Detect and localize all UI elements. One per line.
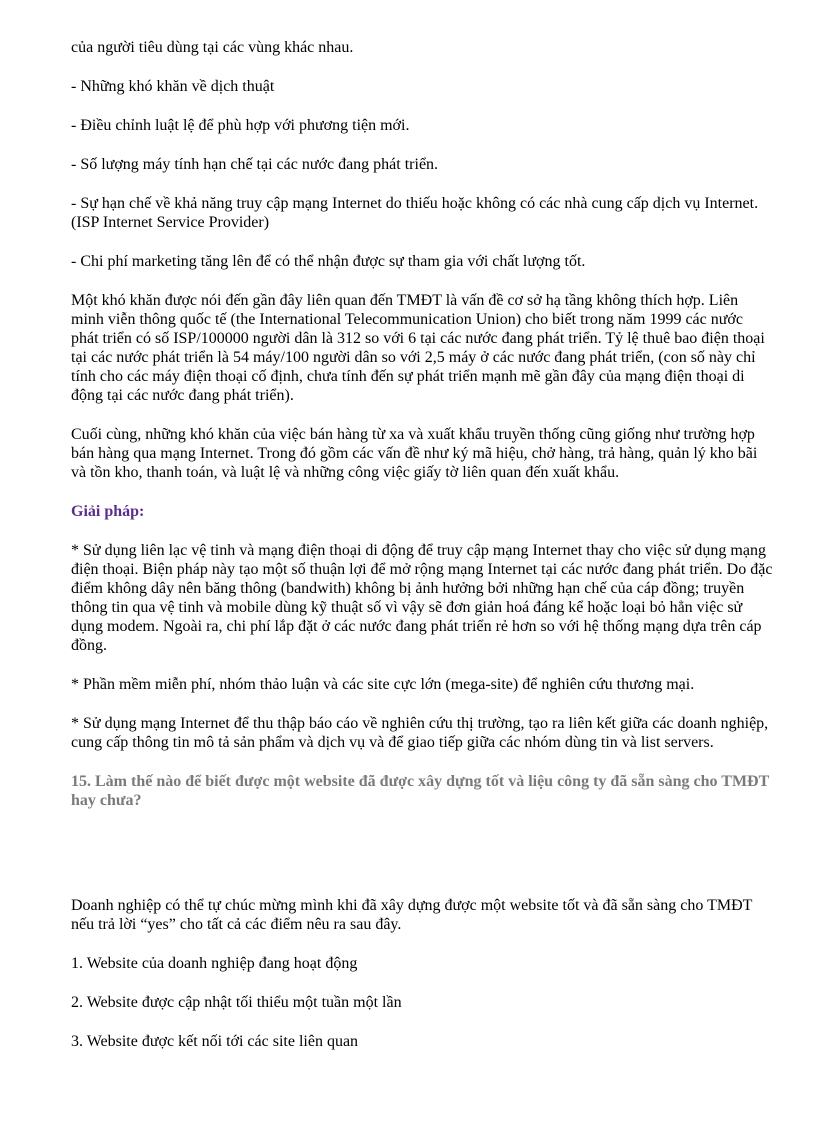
solution-market-research: * Sử dụng mạng Internet để thu thập báo cáo về nghiên cứu thị trường, tạo ra liên kết giữa các doanh nghiệp, cung cấp thông tin mô tả sản phẩm và dịch vụ và để giao tiếp giữa các nhóm dùng tin và list servers. [71,715,769,751]
checklist-item-2: 2. Website được cập nhật tối thiểu một tuần một lần [71,994,402,1011]
paragraph-infrastructure: Một khó khăn được nói đến gần đây liên quan đến TMĐT là vấn đề cơ sở hạ tầng không thích hợp. Liên minh viễn thông quốc tế (the International Telecommunication Union) cho biết trong năm 1999 các nước phát triển có số ISP/100000 người dân là 312 so với 6 tại các nước đang phát triển. Tỷ lệ thuê bao điện thoại tại các nước phát triển là 54 máy/100 người dân so với 2,5 máy ở các nước đang phát triển, (con số này chỉ tính cho các máy điện thoại cố định, chưa tính đến sự phát triển mạnh mẽ gần đây của mạng điện thoại di động tại các nước đang phát triển). [71,292,765,404]
difficulty-isp-access: - Sự hạn chế về khả năng truy cập mạng Internet do thiếu hoặc không có các nhà cung cấp dịch vụ Internet. (ISP Internet Service Provider) [71,195,759,231]
solution-free-software: * Phần mềm miễn phí, nhóm thảo luận và các site cực lớn (mega-site) để nghiên cứu thương mại. [71,676,695,693]
difficulty-computers: - Số lượng máy tính hạn chế tại các nước đang phát triển. [71,156,439,173]
difficulty-marketing-cost: - Chi phí marketing tăng lên để có thể nhận được sự tham gia với chất lượng tốt. [71,253,586,270]
difficulty-translation: - Những khó khăn về dịch thuật [71,78,275,95]
checklist-item-1: 1. Website của doanh nghiệp đang hoạt động [71,955,358,972]
difficulty-regulation: - Điều chỉnh luật lệ để phù hợp với phương tiện mới. [71,117,410,134]
question-15-heading: 15. Làm thế nào để biết được một website đã được xây dựng tốt và liệu công ty đã sẵn sàng cho TMĐT hay chưa? [71,773,769,809]
solution-satellite: * Sử dụng liên lạc vệ tinh và mạng điện thoại di động để truy cập mạng Internet thay cho việc sử dụng mạng điện thoại. Biện pháp này tạo một số thuận lợi để mở rộng mạng Internet tại các nước đang phát triển. Do đặc điểm không dây nên băng thông (bandwith) không bị ảnh hưởng bởi những hạn chế của cáp đồng; truyền thông tin qua vệ tinh và mobile dùng kỹ thuật số vì vậy sẽ đơn giản hoá đáng kể hoặc loại bỏ hẳn việc sử dụng modem. Ngoài ra, chi phí lắp đặt ở các nước đang phát triển rẻ hơn so với hệ thống mạng dựa trên cáp đồng. [71,542,773,654]
blank-spacer [71,810,774,896]
paragraph-continuation: của người tiêu dùng tại các vùng khác nhau. [71,39,354,56]
solution-heading: Giải pháp: [71,503,145,520]
paragraph-export-difficulties: Cuối cùng, những khó khăn của việc bán hàng từ xa và xuất khẩu truyền thống cũng giống như trường hợp bán hàng qua mạng Internet. Trong đó gồm các vấn đề như ký mã hiệu, chở hàng, trả hàng, quản lý kho bãi và tồn kho, thanh toán, và luật lệ và những công việc giấy tờ liên quan đến xuất khẩu. [71,426,758,481]
checklist-item-3: 3. Website được kết nối tới các site liên quan [71,1033,359,1050]
paragraph-website-readiness: Doanh nghiệp có thể tự chúc mừng mình khi đã xây dựng được một website tốt và đã sẵn sàng cho TMĐT nếu trả lời “yes” cho tất cả các điểm nêu ra sau đây. [71,897,753,933]
